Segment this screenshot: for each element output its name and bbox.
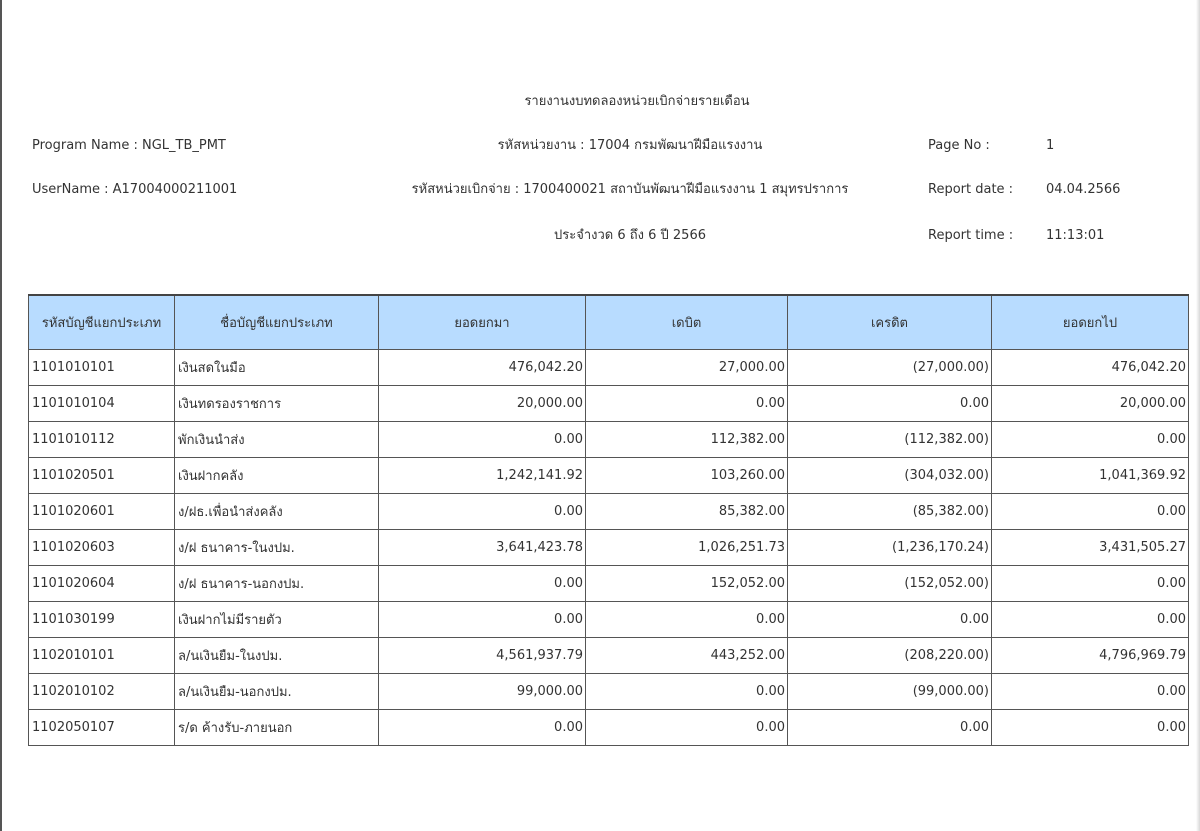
cell-account-code: 1101010101 [29, 349, 175, 385]
cell-opening-balance: 4,561,937.79 [379, 637, 586, 673]
report-period: ประจำงวด 6 ถึง 6 ปี 2566 [554, 228, 706, 243]
cell-opening-balance: 0.00 [379, 493, 586, 529]
cell-account-code: 1101020501 [29, 457, 175, 493]
cell-debit: 152,052.00 [586, 565, 788, 601]
cell-debit: 0.00 [586, 709, 788, 745]
table-row [29, 673, 1189, 709]
cell-credit: (304,032.00) [788, 457, 992, 493]
cell-account-code: 1102050107 [29, 709, 175, 745]
cell-opening-balance: 0.00 [379, 709, 586, 745]
cell-closing-balance: 20,000.00 [992, 385, 1189, 421]
cell-credit: (85,382.00) [788, 493, 992, 529]
report-date-value: 04.04.2566 [1046, 182, 1121, 197]
cell-opening-balance: 476,042.20 [379, 349, 586, 385]
header-account-name: ชื่อบัญชีแยกประเภท [175, 295, 379, 349]
cell-opening-balance: 20,000.00 [379, 385, 586, 421]
cell-account-code: 1102010102 [29, 673, 175, 709]
header-debit: เดบิต [586, 295, 788, 349]
page-no-label: Page No : [928, 138, 990, 153]
cell-debit: 1,026,251.73 [586, 529, 788, 565]
header-opening-balance: ยอดยกมา [379, 295, 586, 349]
cell-account-name: ล/นเงินยืม-ในงปม. [175, 637, 379, 673]
report-title: รายงานงบทดลองหน่วยเบิกจ่ายรายเดือน [524, 94, 750, 109]
table-row [29, 349, 1189, 385]
report-time-value: 11:13:01 [1046, 228, 1105, 243]
header-account-code: รหัสบัญชีแยกประเภท [29, 295, 175, 349]
page-left-border [0, 0, 2, 831]
cell-closing-balance: 3,431,505.27 [992, 529, 1189, 565]
cell-closing-balance: 0.00 [992, 493, 1189, 529]
cell-debit: 27,000.00 [586, 349, 788, 385]
cell-account-name: เงินทดรองราชการ [175, 385, 379, 421]
cell-account-code: 1101030199 [29, 601, 175, 637]
cell-credit: (99,000.00) [788, 673, 992, 709]
cell-debit: 0.00 [586, 385, 788, 421]
cell-account-name: เงินฝากคลัง [175, 457, 379, 493]
cell-debit: 112,382.00 [586, 421, 788, 457]
table-row [29, 529, 1189, 565]
cell-account-name: ง/ฝ ธนาคาร-ในงปม. [175, 529, 379, 565]
cell-closing-balance: 0.00 [992, 421, 1189, 457]
cell-closing-balance: 1,041,369.92 [992, 457, 1189, 493]
cell-opening-balance: 0.00 [379, 601, 586, 637]
disbursement-unit: รหัสหน่วยเบิกจ่าย : 1700400021 สถาบันพัฒนาฝีมือแรงงาน 1 สมุทรปราการ [411, 182, 849, 197]
cell-account-name: ง/ฝ ธนาคาร-นอกงปม. [175, 565, 379, 601]
cell-credit: 0.00 [788, 601, 992, 637]
user-name: UserName : A17004000211001 [32, 182, 238, 197]
table-row [29, 601, 1189, 637]
cell-closing-balance: 4,796,969.79 [992, 637, 1189, 673]
program-name: Program Name : NGL_TB_PMT [32, 138, 226, 153]
cell-account-name: ง/ฝธ.เพื่อนำส่งคลัง [175, 493, 379, 529]
cell-opening-balance: 0.00 [379, 565, 586, 601]
table-row [29, 637, 1189, 673]
cell-opening-balance: 1,242,141.92 [379, 457, 586, 493]
cell-debit: 85,382.00 [586, 493, 788, 529]
cell-credit: (112,382.00) [788, 421, 992, 457]
cell-credit: (208,220.00) [788, 637, 992, 673]
cell-account-code: 1101020601 [29, 493, 175, 529]
cell-closing-balance: 0.00 [992, 709, 1189, 745]
cell-account-code: 1101020604 [29, 565, 175, 601]
cell-credit: 0.00 [788, 385, 992, 421]
page-right-shadow [1196, 0, 1200, 831]
cell-debit: 443,252.00 [586, 637, 788, 673]
header-closing-balance: ยอดยกไป [992, 295, 1189, 349]
table-header-row [29, 295, 1189, 349]
cell-closing-balance: 0.00 [992, 673, 1189, 709]
table-row [29, 385, 1189, 421]
cell-debit: 0.00 [586, 673, 788, 709]
cell-credit: (1,236,170.24) [788, 529, 992, 565]
cell-debit: 0.00 [586, 601, 788, 637]
table-row [29, 421, 1189, 457]
cell-opening-balance: 0.00 [379, 421, 586, 457]
cell-account-code: 1102010101 [29, 637, 175, 673]
cell-account-code: 1101010112 [29, 421, 175, 457]
cell-account-name: เงินสดในมือ [175, 349, 379, 385]
report-date-label: Report date : [928, 182, 1014, 197]
cell-account-code: 1101010104 [29, 385, 175, 421]
cell-closing-balance: 476,042.20 [992, 349, 1189, 385]
table-row [29, 565, 1189, 601]
cell-account-name: ร/ด ค้างรับ-ภายนอก [175, 709, 379, 745]
cell-account-name: เงินฝากไม่มีรายตัว [175, 601, 379, 637]
cell-account-code: 1101020603 [29, 529, 175, 565]
cell-credit: 0.00 [788, 709, 992, 745]
cell-debit: 103,260.00 [586, 457, 788, 493]
page-no-value: 1 [1046, 138, 1055, 153]
table-row [29, 457, 1189, 493]
cell-account-name: ล/นเงินยืม-นอกงปม. [175, 673, 379, 709]
table-row [29, 493, 1189, 529]
header-credit: เครดิต [788, 295, 992, 349]
agency-code: รหัสหน่วยงาน : 17004 กรมพัฒนาฝีมือแรงงาน [497, 138, 763, 153]
cell-closing-balance: 0.00 [992, 565, 1189, 601]
cell-opening-balance: 99,000.00 [379, 673, 586, 709]
cell-opening-balance: 3,641,423.78 [379, 529, 586, 565]
cell-credit: (27,000.00) [788, 349, 992, 385]
table-body [29, 349, 1189, 745]
trial-balance-table [28, 294, 1189, 746]
cell-credit: (152,052.00) [788, 565, 992, 601]
cell-account-name: พักเงินนำส่ง [175, 421, 379, 457]
table-row [29, 709, 1189, 745]
report-time-label: Report time : [928, 228, 1014, 243]
cell-closing-balance: 0.00 [992, 601, 1189, 637]
